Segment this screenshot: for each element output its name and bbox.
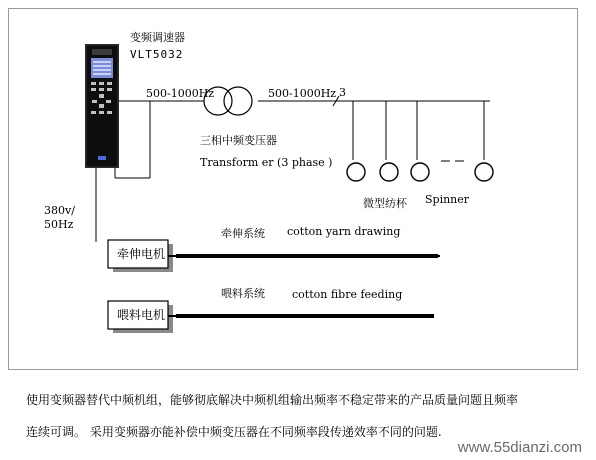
spinner-en-label: Spinner (425, 193, 470, 206)
input-frequency-label: 50Hz (44, 218, 74, 231)
drive-name-label: 变频调速器 (130, 31, 185, 44)
wiring-lines (96, 96, 490, 242)
feeding-system-en-label: cotton fibre feeding (292, 288, 403, 301)
feeding-system-cn-label: 喂料系统 (221, 287, 265, 300)
phase-mark-label: 3 (339, 86, 346, 99)
transformer-cn-label: 三相中频变压器 (200, 134, 277, 147)
vfd-drive-unit (85, 44, 119, 168)
freq-range-right-label: 500-1000Hz (268, 87, 337, 100)
drawing-system-en-label: cotton yarn drawing (287, 225, 401, 238)
feeding-motor-label: 喂料电机 (117, 308, 166, 322)
drive-model-label: VLT5032 (130, 48, 184, 61)
spinner-cn-label: 微型纺杯 (363, 197, 407, 210)
caption-line-2: 连续可调。 采用变频器亦能补偿中频变压器在不同频率段传递效率不同的问题. (26, 425, 442, 439)
spinner-cups (347, 163, 493, 181)
watermark: www.55dianzi.com (457, 439, 582, 456)
drawing-system-cn-label: 牵伸系统 (221, 227, 265, 240)
caption-line-1: 使用变频器替代中频机组，能够彻底解决中频机组输出频率不稳定带来的产品质量问题且频率 (26, 393, 519, 407)
freq-range-left-label: 500-1000Hz (146, 87, 215, 100)
transformer-en-label: Transform er (3 phase ) (200, 156, 333, 169)
input-voltage-label: 380v/ (44, 204, 75, 217)
drawing-motor-label: 牵伸电机 (117, 247, 166, 261)
